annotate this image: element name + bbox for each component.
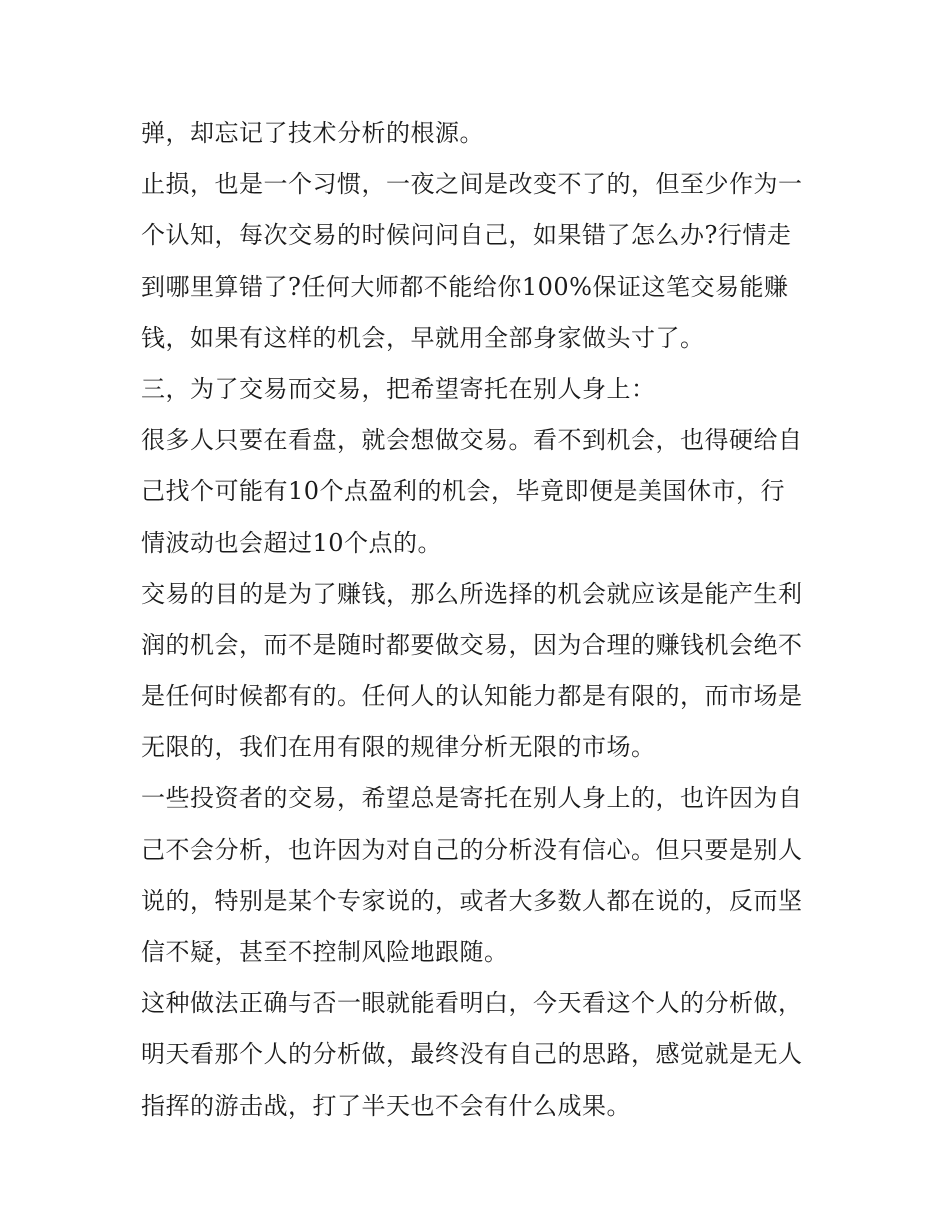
section-heading: 三，为了交易而交易，把希望寄托在别人身上： xyxy=(141,374,656,403)
text-line: 交易的目的是为了赚钱，那么所选择的机会就应该是能产生利 xyxy=(141,579,803,608)
text-line: 己找个可能有10个点盈利的机会，毕竟即便是美国休市，行 xyxy=(141,477,786,506)
text-line: 钱，如果有这样的机会，早就用全部身家做头寸了。 xyxy=(141,323,705,352)
text-line: 信不疑，甚至不控制风险地跟随。 xyxy=(141,938,509,966)
text-line: 到哪里算错了?任何大师都不能给你100%保证这笔交易能赚 xyxy=(141,272,789,301)
text-line: 个认知，每次交易的时候问问自己，如果错了怎么办?行情走 xyxy=(141,221,792,250)
text-line: 己不会分析，也许因为对自己的分析没有信心。但只要是别人 xyxy=(141,835,803,864)
text-line: 很多人只要在看盘，就会想做交易。看不到机会，也得硬给自 xyxy=(141,426,803,455)
text-line: 一些投资者的交易，希望总是寄托在别人身上的，也许因为自 xyxy=(141,784,803,813)
text-line: 无限的，我们在用有限的规律分析无限的市场。 xyxy=(141,733,656,762)
text-line: 止损，也是一个习惯，一夜之间是改变不了的，但至少作为一 xyxy=(141,170,803,199)
text-line: 情波动也会超过10个点的。 xyxy=(141,528,443,557)
text-line: 这种做法正确与否一眼就能看明白，今天看这个人的分析做， xyxy=(141,989,803,1018)
text-line: 弹，却忘记了技术分析的根源。 xyxy=(141,119,484,147)
document-body xyxy=(141,108,821,1132)
text-line: 指挥的游击战，打了半天也不会有什么成果。 xyxy=(141,1091,631,1120)
text-line: 是任何时候都有的。任何人的认知能力都是有限的，而市场是 xyxy=(141,682,803,711)
text-line: 说的，特别是某个专家说的，或者大多数人都在说的，反而坚 xyxy=(141,886,803,915)
text-line: 润的机会，而不是随时都要做交易，因为合理的赚钱机会绝不 xyxy=(141,630,803,659)
text-line: 明天看那个人的分析做，最终没有自己的思路，感觉就是无人 xyxy=(141,1040,803,1069)
